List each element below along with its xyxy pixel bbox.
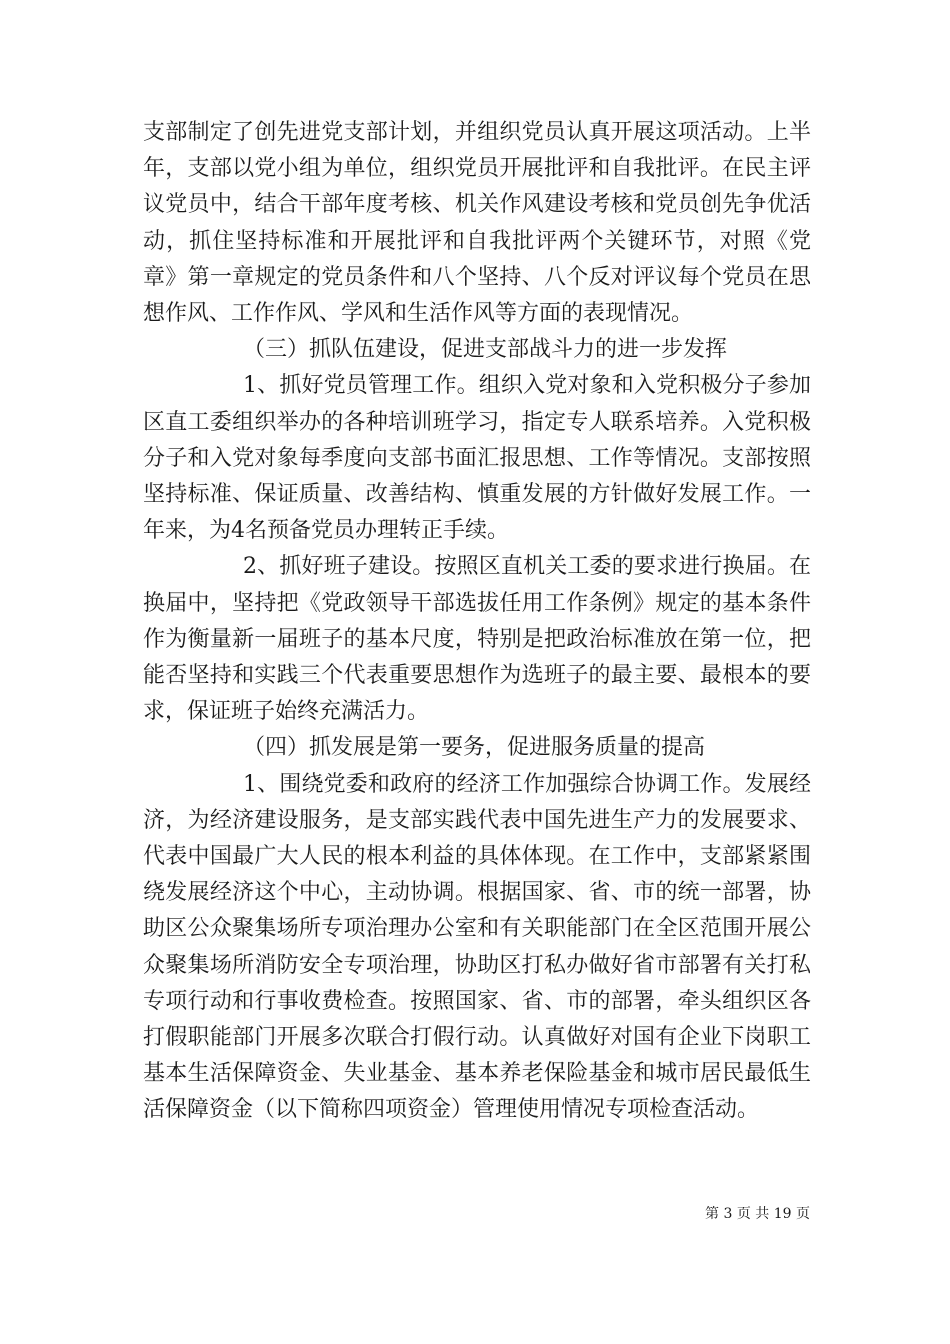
section-heading-three: （三）抓队伍建设，促进支部战斗力的进一步发挥	[243, 337, 728, 363]
section-heading-four: （四）抓发展是第一要务，促进服务质量的提高	[243, 735, 706, 761]
paragraph-continuation: 支部制定了创先进党支部计划，并组织党员认真开展这项活动。上半年，支部以党小组为单位，组织党员开展批评和自我批评。在民主评议党员中，结合干部年度考核、机关作风建设考核和党员创先争优活动，抓住坚持标准和开展批评和自我批评两个关键环节，对照《党章》第一章规定的党员条件和八个坚持、八个反对评议每个党员在思想作风、工作作风、学风和生活作风等方面的表现情况。	[143, 120, 811, 327]
paragraph-team-building: 2、抓好班子建设。按照区直机关工委的要求进行换届。在换届中，坚持把《党政领导干部选拔任用工作条例》规定的基本条件作为衡量新一届班子的基本尺度，特别是把政治标准放在第一位，把能否坚持和实践三个代表重要思想作为选班子的最主要、最根本的要求，保证班子始终充满活力。	[143, 554, 811, 725]
paragraph-member-management: 1、抓好党员管理工作。组织入党对象和入党积极分子参加区直工委组织举办的各种培训班学习，指定专人联系培养。入党积极分子和入党对象每季度向支部书面汇报思想、工作等情况。支部按照坚持标准、保证质量、改善结构、慎重发展的方针做好发展工作。一年来，为4名预备党员办理转正手续。	[143, 373, 811, 544]
document-body	[143, 115, 811, 1129]
page-number-footer: 第 3 页 共 19 页	[705, 1206, 810, 1222]
paragraph-economic-coordination: 1、围绕党委和政府的经济工作加强综合协调工作。发展经济，为经济建设服务，是支部实践代表中国先进生产力的发展要求、代表中国最广大人民的根本利益的具体体现。在工作中，支部紧紧围绕发展经济这个中心，主动协调。根据国家、省、市的统一部署，协助区公众聚集场所专项治理办公室和有关职能部门在全区范围开展公众聚集场所消防安全专项治理，协助区打私办做好省市部署有关打私专项行动和行事收费检查。按照国家、省、市的部署，牵头组织区各打假职能部门开展多次联合打假行动。认真做好对国有企业下岗职工基本生活保障资金、失业基金、基本养老保险基金和城市居民最低生活保障资金（以下简称四项资金）管理使用情况专项检查活动。	[143, 771, 811, 1123]
